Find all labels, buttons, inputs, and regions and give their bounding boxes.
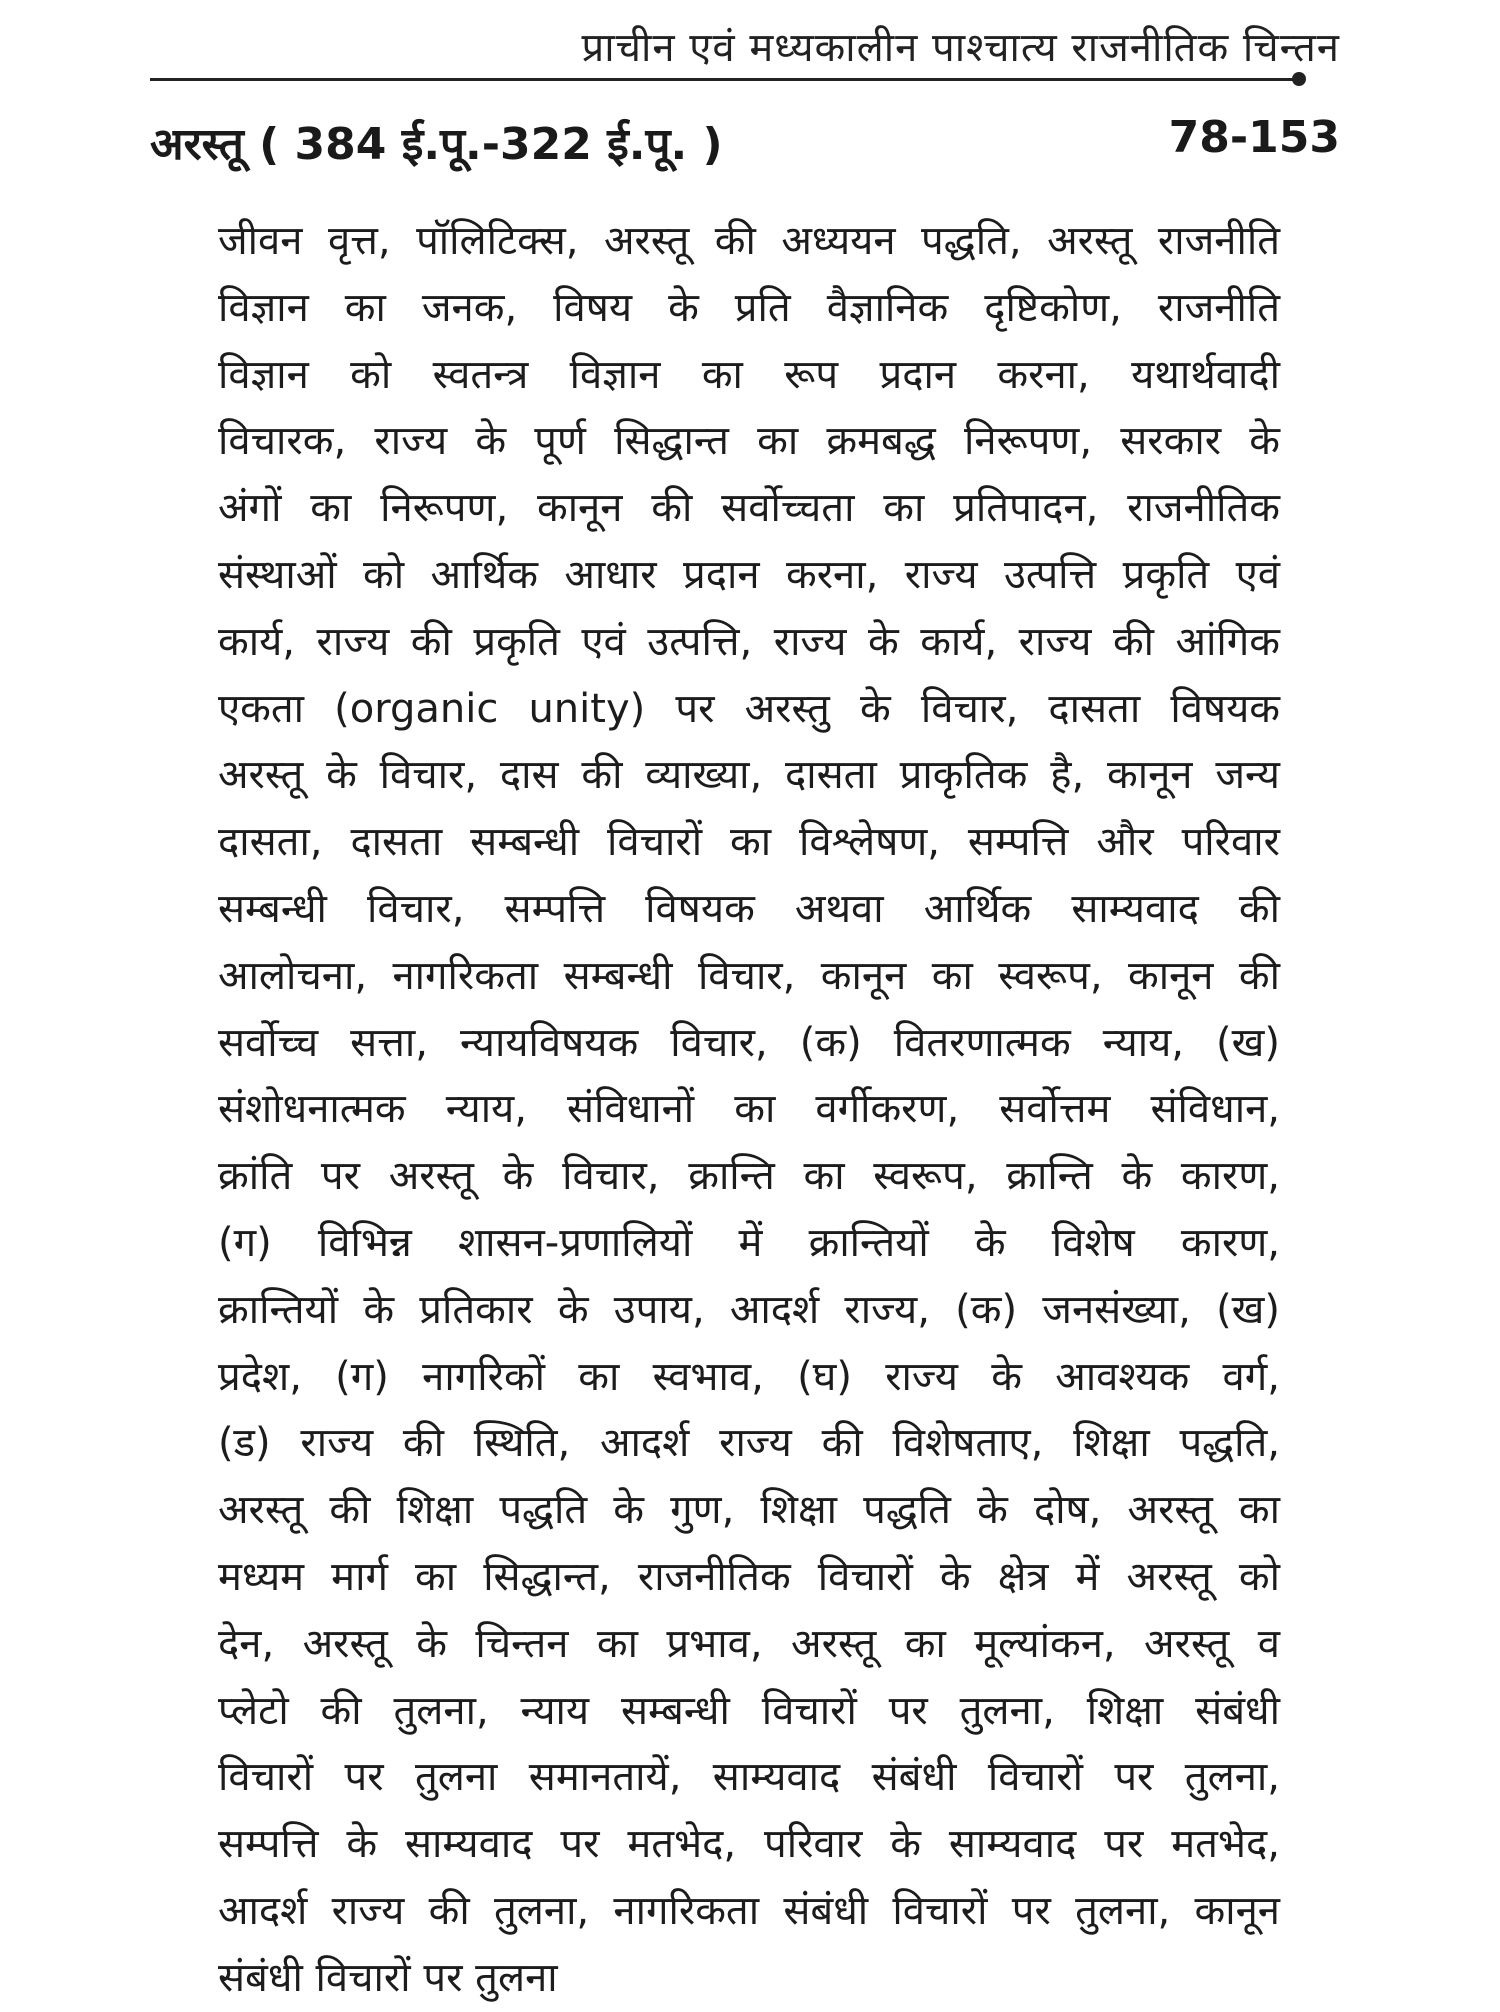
body-line: क्रान्तियों के प्रतिकार के उपाय, आदर्श राज्य, (क) जनसंख्या, (ख) xyxy=(218,1286,1280,1333)
running-header: प्राचीन एवं मध्यकालीन पाश्चात्य राजनीतिक चिन्तन xyxy=(581,25,1340,71)
body-line: कार्य, राज्य की प्रकृति एवं उत्पत्ति, राज्य के कार्य, राज्य की आंगिक xyxy=(218,618,1280,665)
body-line: विचारों पर तुलना समानतायें, साम्यवाद संबंधी विचारों पर तुलना, xyxy=(218,1754,1280,1801)
body-line: देन, अरस्तू के चिन्तन का प्रभाव, अरस्तू का मूल्यांकन, अरस्तू व xyxy=(218,1620,1280,1667)
body-line: विचारक, राज्य के पूर्ण सिद्धान्त का क्रमबद्ध निरूपण, सरकार के xyxy=(218,418,1280,465)
body-line: दासता, दासता सम्बन्धी विचारों का विश्लेषण, सम्पत्ति और परिवार xyxy=(218,819,1280,866)
body-line: संशोधनात्मक न्याय, संविधानों का वर्गीकरण, सर्वोत्तम संविधान, xyxy=(218,1086,1280,1133)
body-line: अंगों का निरूपण, कानून की सर्वोच्चता का प्रतिपादन, राजनीतिक xyxy=(218,485,1280,532)
body-line: संबंधी विचारों पर तुलना xyxy=(218,1954,558,2001)
header-rule-dot xyxy=(1292,72,1306,86)
body-line: संस्थाओं को आर्थिक आधार प्रदान करना, राज्य उत्पत्ति प्रकृति एवं xyxy=(218,551,1280,598)
body-line: (ग) विभिन्न शासन-प्रणालियों में क्रान्तियों के विशेष कारण, xyxy=(218,1219,1280,1266)
body-line: सम्पत्ति के साम्यवाद पर मतभेद, परिवार के साम्यवाद पर मतभेद, xyxy=(218,1821,1280,1868)
body-line: मध्यम मार्ग का सिद्धान्त, राजनीतिक विचारों के क्षेत्र में अरस्तू को xyxy=(218,1553,1280,1600)
body-line: विज्ञान का जनक, विषय के प्रति वैज्ञानिक दृष्टिकोण, राजनीति xyxy=(218,284,1280,331)
body-line: आदर्श राज्य की तुलना, नागरिकता संबंधी विचारों पर तुलना, कानून xyxy=(218,1887,1280,1934)
body-line: एकता (organic unity) पर अरस्तु के विचार, दासता विषयक xyxy=(218,685,1280,732)
body-line: सम्बन्धी विचार, सम्पत्ति विषयक अथवा आर्थिक साम्यवाद की xyxy=(218,885,1280,932)
body-line: अरस्तू की शिक्षा पद्धति के गुण, शिक्षा पद्धति के दोष, अरस्तू का xyxy=(218,1487,1280,1534)
chapter-title: अरस्तू ( 384 ई.पू.-322 ई.पू. ) xyxy=(150,119,723,170)
body-line: सर्वोच्च सत्ता, न्यायविषयक विचार, (क) वितरणात्मक न्याय, (ख) xyxy=(218,1019,1280,1066)
body-line: (ड) राज्य की स्थिति, आदर्श राज्य की विशेषताए, शिक्षा पद्धति, xyxy=(218,1420,1280,1467)
body-line: अरस्तू के विचार, दास की व्याख्या, दासता प्राकृतिक है, कानून जन्य xyxy=(218,752,1280,799)
chapter-page-range: 78-153 xyxy=(1168,112,1340,163)
header-rule xyxy=(150,78,1298,81)
body-line: प्रदेश, (ग) नागरिकों का स्वभाव, (घ) राज्य के आवश्यक वर्ग, xyxy=(218,1353,1280,1400)
body-line: आलोचना, नागरिकता सम्बन्धी विचार, कानून का स्वरूप, कानून की xyxy=(218,952,1280,999)
chapter-contents-paragraph xyxy=(218,208,1280,2012)
body-line: विज्ञान को स्वतन्त्र विज्ञान का रूप प्रदान करना, यथार्थवादी xyxy=(218,351,1280,398)
body-line: क्रांति पर अरस्तू के विचार, क्रान्ति का स्वरूप, क्रान्ति के कारण, xyxy=(218,1153,1280,1200)
body-line: प्लेटो की तुलना, न्याय सम्बन्धी विचारों पर तुलना, शिक्षा संबंधी xyxy=(218,1687,1280,1734)
body-line: जीवन वृत्त, पॉलिटिक्स, अरस्तू की अध्ययन पद्धति, अरस्तू राजनीति xyxy=(218,218,1280,264)
